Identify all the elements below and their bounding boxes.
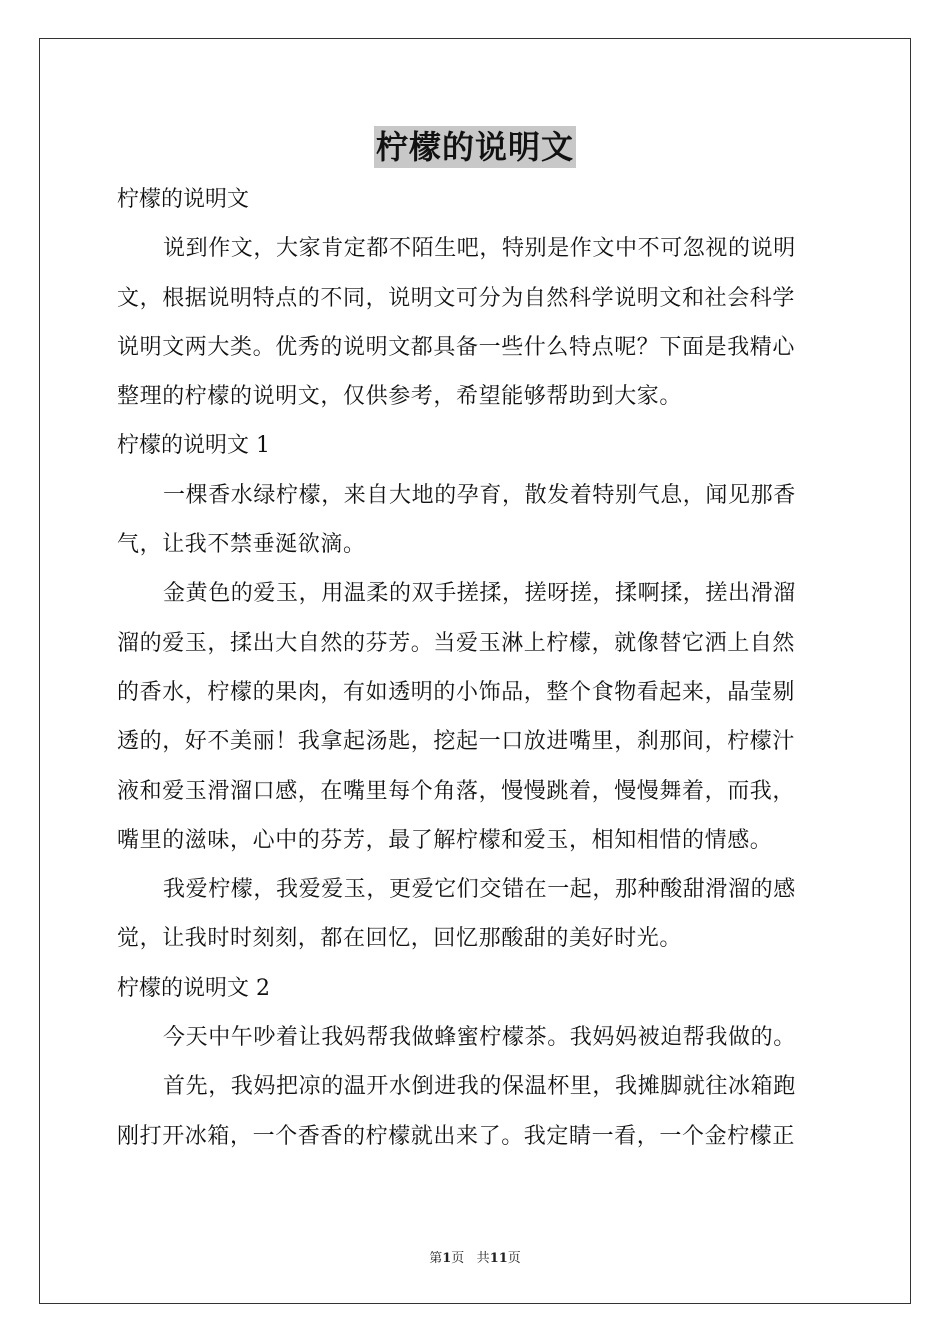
text-line: 整理的柠檬的说明文，仅供参考，希望能够帮助到大家。: [117, 384, 683, 410]
total-pages: 11: [489, 1251, 508, 1266]
text-line: 金黄色的爱玉，用温柔的双手搓揉，搓呀搓，揉啊揉，搓出滑溜: [163, 581, 796, 607]
page-footer: [0, 1247, 950, 1266]
document-body: [117, 175, 833, 1161]
document-title-wrap: [0, 126, 950, 168]
text-line: 今天中午吵着让我妈帮我做蜂蜜柠檬茶。我妈妈被迫帮我做的。: [163, 1025, 796, 1051]
section-heading: 柠檬的说明文 2: [117, 975, 270, 1001]
text-line: 液和爱玉滑溜口感，在嘴里每个角落，慢慢跳着，慢慢舞着，而我，: [117, 778, 796, 804]
section-heading: 柠檬的说明文 1: [117, 433, 270, 459]
text-line: 透的，好不美丽！我拿起汤匙，挖起一口放进嘴里，刹那间，柠檬汁: [117, 729, 796, 755]
text-line: 首先，我妈把凉的温开水倒进我的保温杯里，我摊脚就往冰箱跑: [163, 1074, 796, 1100]
text-line: 我爱柠檬，我爱爱玉，更爱它们交错在一起，那种酸甜滑溜的感: [163, 877, 796, 903]
page-prefix: 第: [429, 1251, 443, 1266]
text-line: 一棵香水绿柠檬，来自大地的孕育，散发着特别气息，闻见那香: [163, 482, 796, 508]
section-heading: 柠檬的说明文: [117, 187, 250, 212]
text-line: 嘴里的滋味，心中的芬芳，最了解柠檬和爱玉，相知相惜的情感。: [117, 827, 773, 853]
text-line: 的香水，柠檬的果肉，有如透明的小饰品，整个食物看起来，晶莹剔: [117, 679, 796, 705]
text-line: 说明文两大类。优秀的说明文都具备一些什么特点呢？下面是我精心: [117, 334, 796, 360]
text-line: 刚打开冰箱，一个香香的柠檬就出来了。我定睛一看，一个金柠檬正: [117, 1123, 796, 1149]
page-suffix: 页: [451, 1251, 465, 1266]
total-suffix: 页: [507, 1251, 521, 1266]
page-number: 1: [442, 1251, 452, 1266]
total-prefix: 共: [476, 1251, 490, 1266]
text-line: 说到作文，大家肯定都不陌生吧，特别是作文中不可忽视的说明: [163, 236, 796, 262]
text-line: 文，根据说明特点的不同，说明文可分为自然科学说明文和社会科学: [117, 285, 796, 311]
document-title: 柠檬的说明文: [375, 128, 574, 166]
text-line: 气，让我不禁垂涎欲滴。: [117, 532, 366, 558]
text-line: 溜的爱玉，揉出大自然的芬芳。当爱玉淋上柠檬，就像替它洒上自然: [117, 630, 796, 656]
text-line: 觉，让我时时刻刻，都在回忆，回忆那酸甜的美好时光。: [117, 926, 683, 952]
